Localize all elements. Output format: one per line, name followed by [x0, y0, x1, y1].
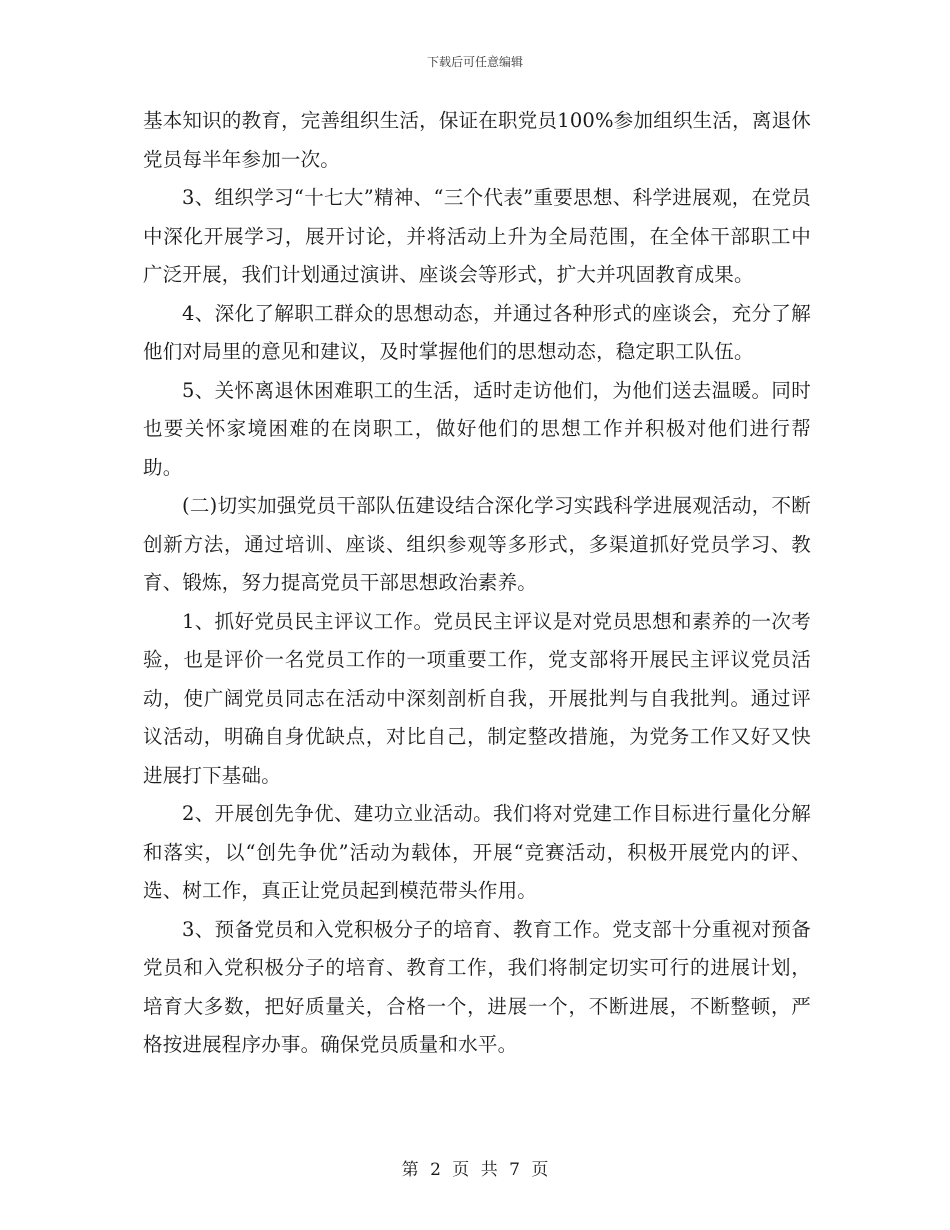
paragraph-5: (二)切实加强党员干部队伍建设结合深化学习实践科学进展观活动，不断创新方法，通过培训、座谈、组织参观等多形式，多渠道抓好党员学习、教育、锻炼，努力提高党员干部思想政治素养。	[143, 494, 811, 594]
paragraph-8: 3、预备党员和入党积极分子的培育、教育工作。党支部十分重视对预备党员和入党积极分子的培育、教育工作，我们将制定切实可行的进展计划，培育大多数，把好质量关，合格一个，进展一个，不断进展，不断整顿，严格按进展程序办事。确保党员质量和水平。	[143, 917, 811, 1056]
page-footer: 第 2 页 共 7 页	[401, 1160, 549, 1180]
paragraph-1: 基本知识的教育，完善组织生活，保证在职党员100%参加组织生活，离退休党员每半年参加一次。	[143, 109, 811, 171]
paragraph-7: 2、开展创先争优、建功立业活动。我们将对党建工作目标进行量化分解和落实，以“创先争优”活动为载体，开展“竞赛活动，积极开展党内的评、选、树工作，真正让党员起到模范带头作用。	[143, 802, 811, 902]
paragraph-2: 3、组织学习“十七大”精神、“三个代表”重要思想、科学进展观，在党员中深化开展学习，展开讨论，并将活动上升为全局范围，在全体干部职工中广泛开展，我们计划通过演讲、座谈会等形式，扩大并巩固教育成果。	[143, 186, 811, 286]
page-header: 下载后可任意编辑	[426, 55, 523, 69]
document-body	[143, 102, 811, 1065]
paragraph-4: 5、关怀离退休困难职工的生活，适时走访他们，为他们送去温暖。同时也要关怀家境困难的在岗职工，做好他们的思想工作并积极对他们进行帮助。	[143, 378, 811, 479]
paragraph-3: 4、深化了解职工群众的思想动态，并通过各种形式的座谈会，充分了解他们对局里的意见和建议，及时掌握他们的思想动态，稳定职工队伍。	[143, 301, 811, 363]
paragraph-6: 1、抓好党员民主评议工作。党员民主评议是对党员思想和素养的一次考验，也是评价一名党员工作的一项重要工作，党支部将开展民主评议党员活动，使广阔党员同志在活动中深刻剖析自我，开展批判与自我批判。通过评议活动，明确自身优缺点，对比自己，制定整改措施，为党务工作又好又快进展打下基础。	[143, 609, 811, 787]
